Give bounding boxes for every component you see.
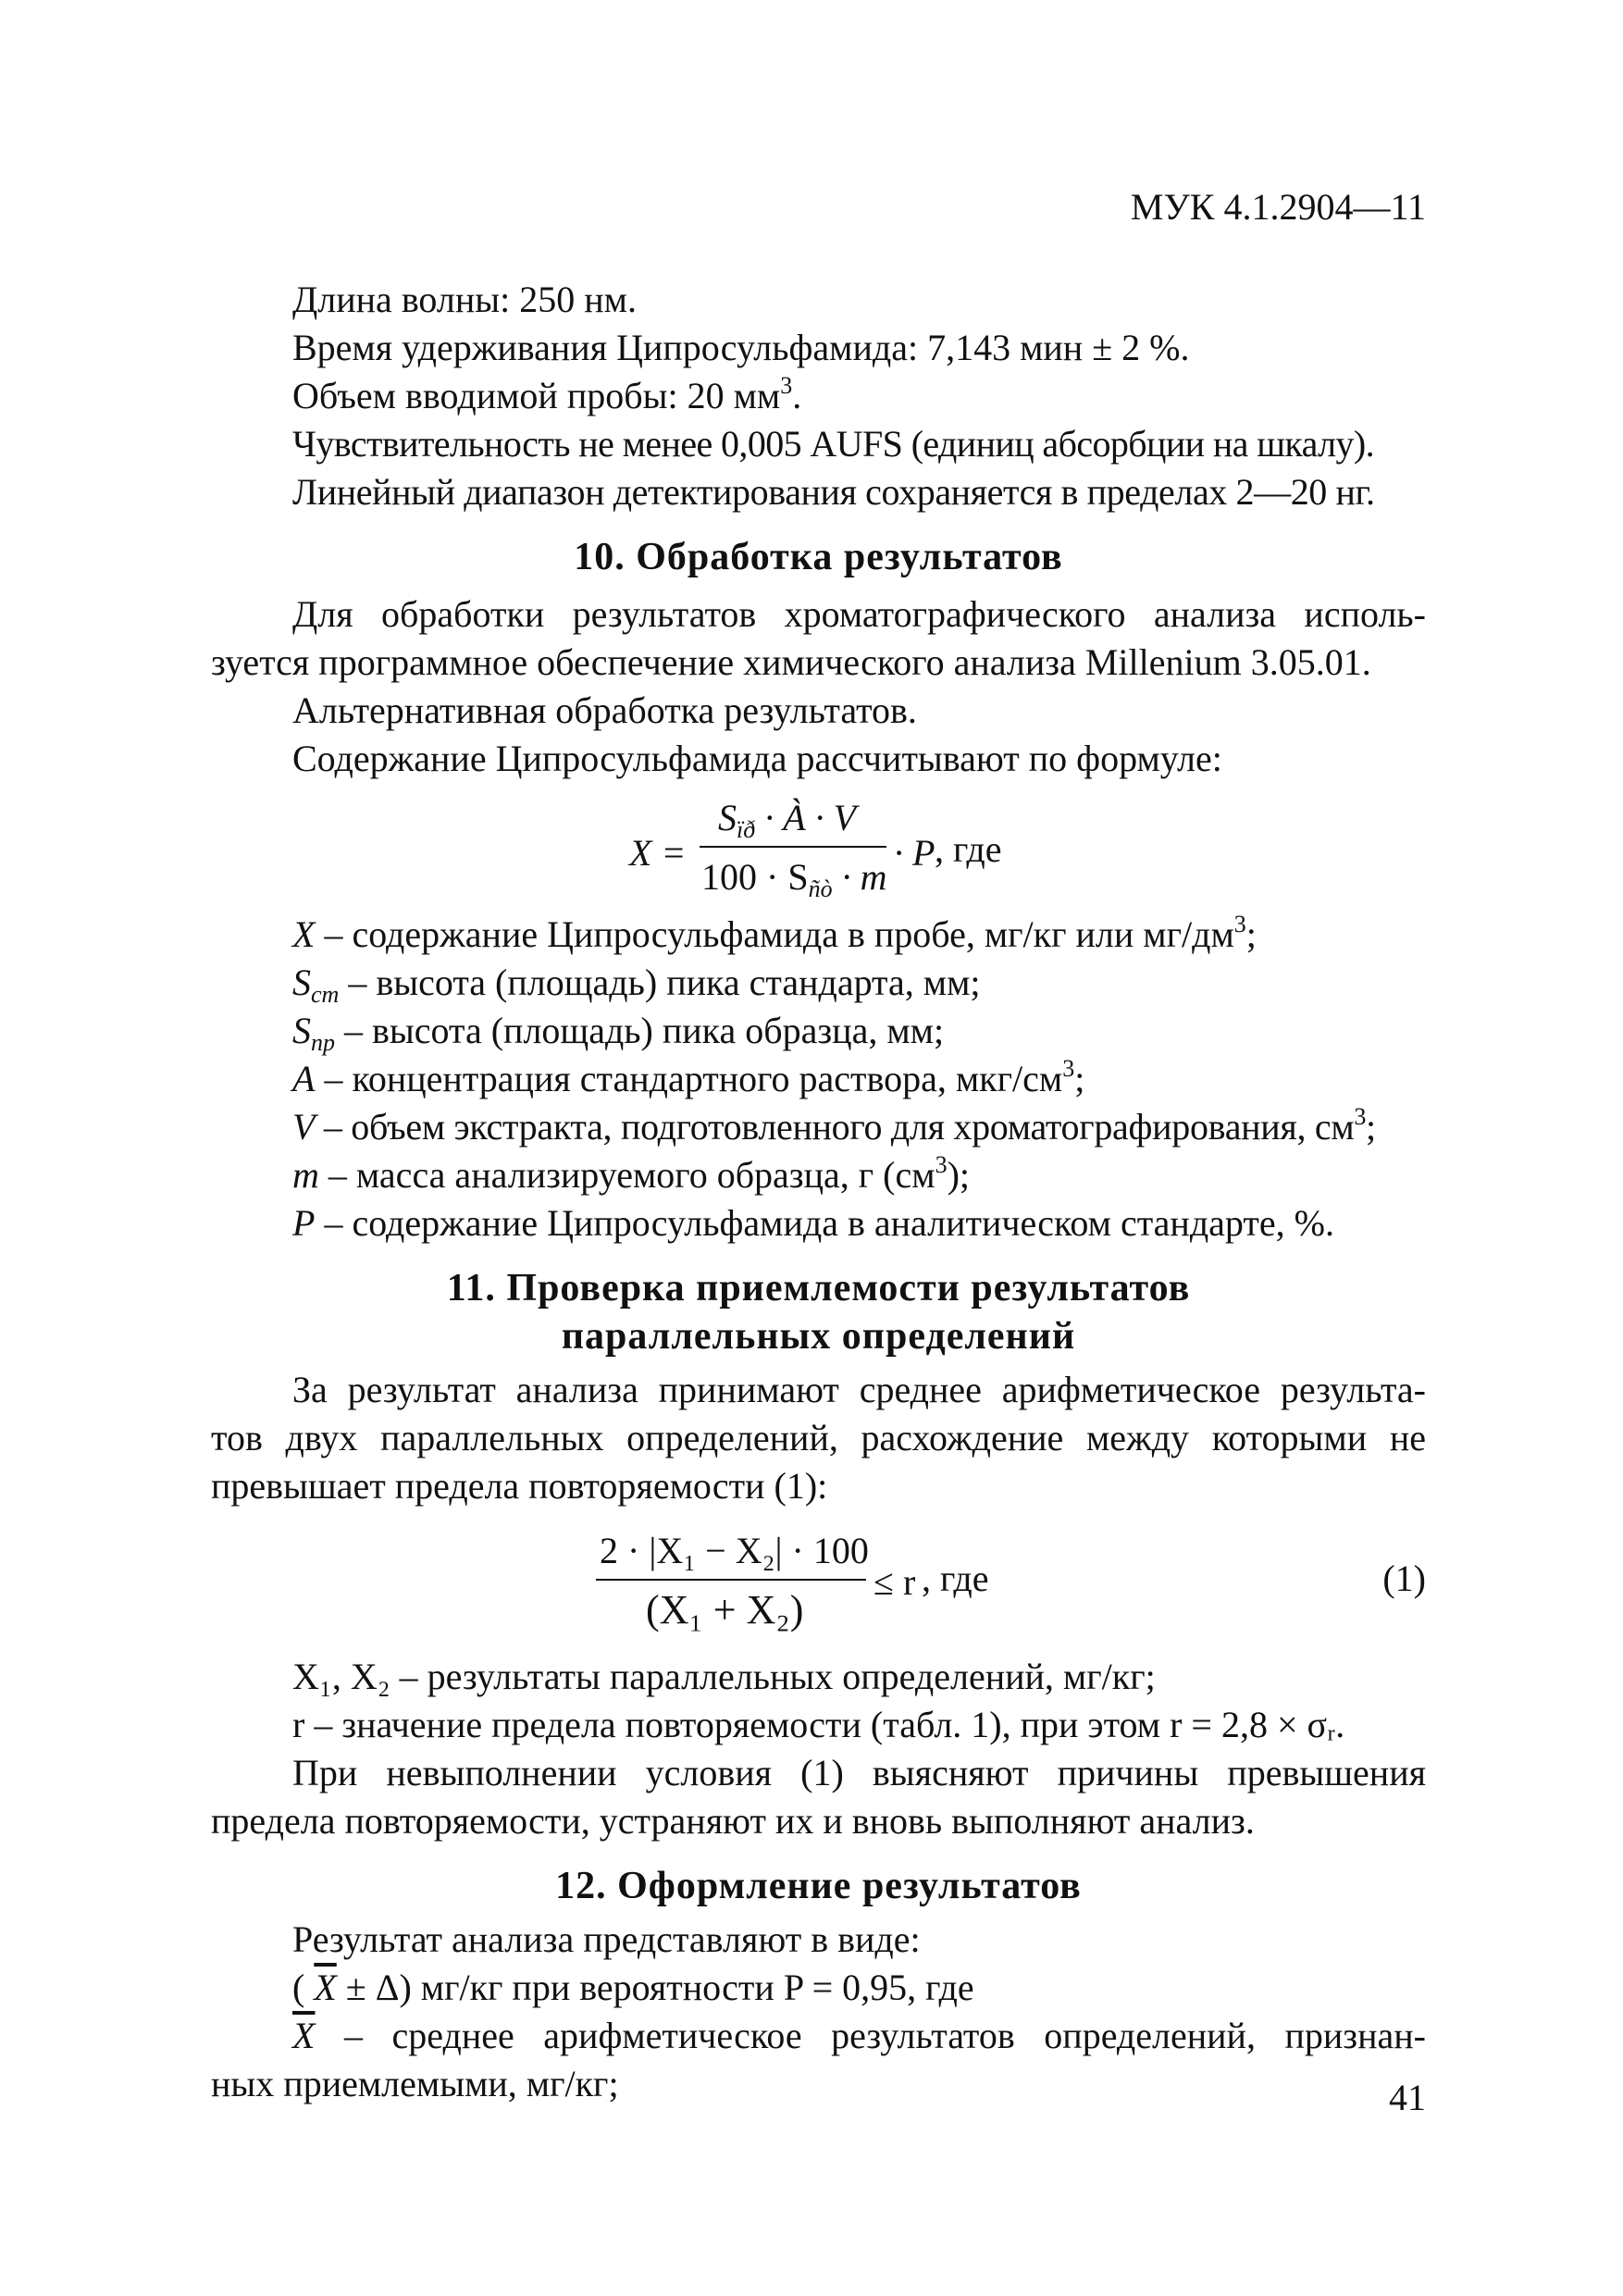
formula-where: , где — [935, 828, 1002, 870]
repeatability-where: , где — [922, 1558, 989, 1599]
definition-a: А – концентрация стандартного раствора, мкг/$см^3$; — [292, 1055, 1085, 1099]
definition-m: m – масса анализируемого образца, г $(см^3)$; — [292, 1151, 970, 1196]
definition-x: X – содержание Ципросульфамида в пробе, мг/кг или $мг/дм^3$; — [292, 911, 1257, 955]
linear-range-line: Линейный диапазон детектирования сохраняется в пределах 2—20 нг. — [292, 471, 1375, 513]
definition-v: V – объем экстракта, подготовленного для хроматографирования, $см^3$; — [292, 1103, 1376, 1148]
repeatability-fraction-line — [596, 1579, 866, 1581]
section-10-para-1-line-1: Для обработки результатов хроматографического анализа исполь- — [292, 593, 1426, 635]
repeatability-rhs: ≤ r — [873, 1561, 916, 1603]
wavelength-line: Длина волны: 250 нм. — [292, 279, 637, 320]
definitions-list — [211, 911, 1426, 1247]
formula-rhs: · P — [894, 832, 935, 874]
section-12-para-3-line-1: $\overline{X}$ – среднее арифметическое результатов определений, признан- — [292, 2015, 1426, 2056]
section-11-title-line-2: параллельных определений — [561, 1315, 1076, 1358]
document-code: МУК 4.1.2904—11 — [1130, 186, 1426, 228]
section-10-title: 10. Обработка результатов — [574, 536, 1063, 578]
section-11-para-1-line-3: превышает предела повторяемости (1): — [211, 1465, 828, 1507]
repeatability-denominator: (X₁ + X₂) — [646, 1587, 804, 1632]
definition-s-sample: $S_{пр}$ – высота (площадь) пика образца, мм; — [292, 1010, 945, 1056]
retention-line: Время удерживания Ципросульфамида: 7,143 мин ± 2 %. — [292, 327, 1190, 368]
section-11-para-2-line-1: При невыполнении условия (1) выясняют причины превышения — [292, 1752, 1426, 1793]
repeatability-formula — [211, 1518, 1426, 1644]
section-10-para-2: Альтернативная обработка результатов. — [292, 689, 917, 731]
definition-p: P – содержание Ципросульфамида в аналитическом стандарте, %. — [292, 1202, 1334, 1244]
repeatability-numerator: 2 · |X₁ − X₂| · 100 — [600, 1530, 869, 1571]
section-10-para-1-line-2: зуется программное обеспечение химического анализа Millenium 3.05.01. — [211, 641, 1371, 683]
section-12-title: 12. Оформление результатов — [555, 1865, 1082, 1907]
formula-number: (1) — [1382, 1558, 1426, 1599]
section-11-def-2: r – значение предела повторяемости (табл. 1), при этом r = 2,8 × σᵣ. — [292, 1704, 1345, 1745]
sensitivity-line: Чувствительность не менее 0,005 AUFS (единиц абсорбции на шкалу). — [292, 423, 1375, 465]
section-12-para-1: Результат анализа представляют в виде: — [292, 1918, 921, 1960]
section-12-para-3-line-2: ных приемлемыми, мг/кг; — [211, 2063, 619, 2104]
definition-s-standard: $S_{ст}$ – высота (площадь) пика стандарта, мм; — [292, 962, 981, 1008]
section-12-para-2: ( $\overline{X} \pm \Delta$) мг/кг при вероятности P = 0,95, где — [292, 1967, 974, 2008]
page-number: 41 — [1389, 2077, 1426, 2118]
formula-fraction-line — [700, 846, 886, 848]
formula-numerator: $S_{ïð}$ · À · V — [718, 797, 857, 843]
section-11-def-1: X₁, X₂ – результаты параллельных определений, мг/кг; — [292, 1656, 1156, 1697]
injection-line: Объем вводимой пробы: 20 $мм^3$. — [292, 372, 802, 416]
section-11-para-2-line-2: предела повторяемости, устраняют их и вновь выполняют анализ. — [211, 1800, 1255, 1842]
formula-lhs: X = — [629, 832, 687, 874]
section-11-title-line-1: 11. Проверка приемлемости результатов — [446, 1267, 1191, 1309]
page-content — [211, 276, 1426, 2108]
section-11-para-1-line-2: тов двух параллельных определений, расхождение между которыми не — [211, 1417, 1426, 1458]
content-formula — [211, 788, 1426, 907]
formula-denominator: $100 \cdot S_{ñò} \cdot m$ — [701, 856, 887, 902]
section-11-para-1-line-1: За результат анализа принимают среднее арифметическое результа- — [292, 1369, 1426, 1410]
section-10-para-3: Содержание Ципросульфамида рассчитывают по формуле: — [292, 738, 1222, 779]
